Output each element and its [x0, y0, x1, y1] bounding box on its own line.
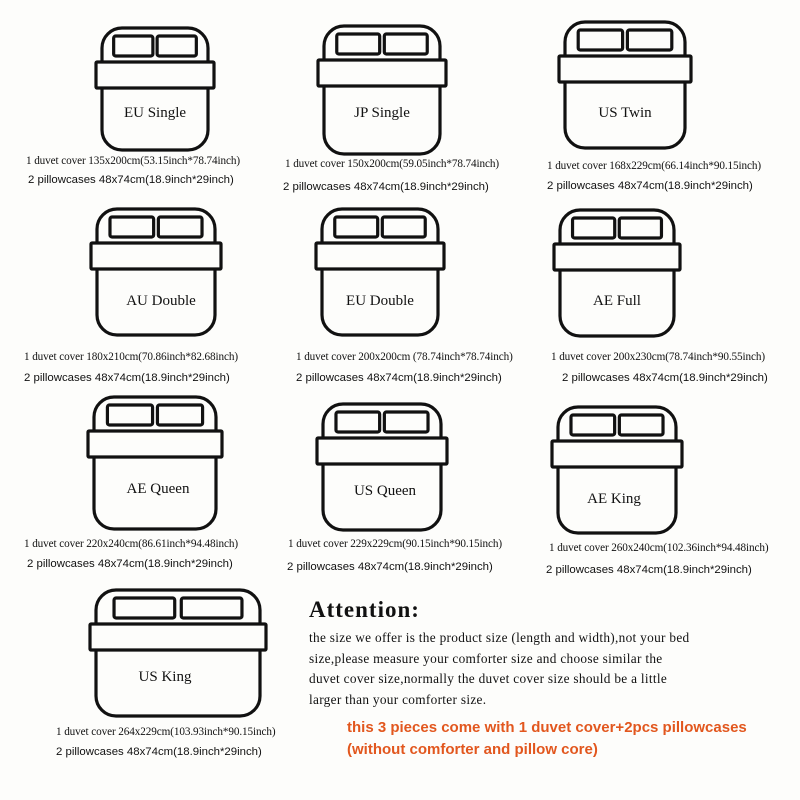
bed-icon: [90, 588, 266, 718]
attention-text: [309, 628, 799, 710]
bed-outline-drawing: [318, 24, 446, 156]
bed-size-name: AE Queen: [126, 481, 190, 497]
pillow-right: [382, 217, 425, 237]
pillow-left: [114, 36, 153, 56]
bed-frame: [94, 397, 216, 529]
duvet-fold: [552, 441, 682, 467]
pillow-left: [335, 217, 378, 237]
bed-size-name: AE Full: [593, 293, 641, 309]
pillow-right: [384, 412, 428, 432]
bed-icon: [88, 395, 222, 531]
duvet-cover-size: 1 duvet cover 200x230cm(78.74inch*90.55inch): [551, 351, 766, 363]
duvet-cover-size: 1 duvet cover 260x240cm(102.36inch*94.48inch): [549, 542, 769, 554]
bed-icon: [96, 26, 214, 152]
duvet-fold: [96, 62, 214, 88]
duvet-fold: [90, 624, 266, 650]
pillow-left: [114, 598, 175, 618]
package-note: [347, 717, 747, 761]
pillow-right: [384, 34, 427, 54]
bed-size-name: US Twin: [598, 105, 652, 121]
pillow-right: [158, 217, 202, 237]
bed-outline-drawing: [90, 588, 266, 718]
pillowcase-size: 2 pillowcases 48x74cm(18.9inch*29inch): [27, 558, 233, 570]
duvet-cover-size: 1 duvet cover 264x229cm(103.93inch*90.15inch): [56, 726, 276, 738]
pillow-right: [619, 218, 661, 238]
duvet-fold: [318, 60, 446, 86]
duvet-fold: [317, 438, 447, 464]
pillow-right: [157, 405, 202, 425]
duvet-fold: [88, 431, 222, 457]
duvet-fold: [91, 243, 221, 269]
pillow-right: [619, 415, 663, 435]
pillowcase-size: 2 pillowcases 48x74cm(18.9inch*29inch): [24, 372, 230, 384]
bed-icon: [554, 208, 680, 338]
pillow-left: [573, 218, 615, 238]
package-note-line: (without comforter and pillow core): [347, 741, 598, 758]
bed-size-name: EU Double: [346, 293, 414, 309]
duvet-cover-size: 1 duvet cover 180x210cm(70.86inch*82.68inch): [24, 351, 239, 363]
bed-size-name: JP Single: [354, 105, 410, 121]
pillow-left: [571, 415, 615, 435]
bed-outline-drawing: [91, 207, 221, 337]
pillowcase-size: 2 pillowcases 48x74cm(18.9inch*29inch): [287, 561, 493, 573]
bed-frame: [558, 407, 676, 533]
pillow-right: [181, 598, 242, 618]
bed-outline-drawing: [88, 395, 222, 531]
pillow-left: [336, 412, 380, 432]
pillowcase-size: 2 pillowcases 48x74cm(18.9inch*29inch): [283, 181, 489, 193]
pillow-left: [110, 217, 154, 237]
duvet-fold: [559, 56, 691, 82]
pillowcase-size: 2 pillowcases 48x74cm(18.9inch*29inch): [546, 564, 752, 576]
bed-frame: [322, 209, 438, 335]
bed-outline-drawing: [96, 26, 214, 152]
pillow-left: [107, 405, 152, 425]
bed-icon: [552, 405, 682, 535]
duvet-cover-size: 1 duvet cover 220x240cm(86.61inch*94.48inch): [24, 538, 239, 550]
bed-size-name: US King: [138, 669, 192, 685]
bed-icon: [316, 207, 444, 337]
bed-icon: [559, 20, 691, 150]
attention-line: the size we offer is the product size (length and width),not your bed: [309, 630, 690, 645]
pillowcase-size: 2 pillowcases 48x74cm(18.9inch*29inch): [562, 372, 768, 384]
attention-line: larger than your comforter size.: [309, 691, 487, 707]
duvet-cover-size: 1 duvet cover 150x200cm(59.05inch*78.74inch): [285, 158, 500, 170]
pillowcase-size: 2 pillowcases 48x74cm(18.9inch*29inch): [296, 372, 502, 384]
pillow-right: [627, 30, 671, 50]
bed-outline-drawing: [559, 20, 691, 150]
pillowcase-size: 2 pillowcases 48x74cm(18.9inch*29inch): [547, 180, 753, 192]
duvet-cover-size: 1 duvet cover 135x200cm(53.15inch*78.74inch): [26, 155, 241, 167]
pillowcase-size: 2 pillowcases 48x74cm(18.9inch*29inch): [56, 746, 262, 758]
pillow-left: [578, 30, 622, 50]
duvet-fold: [554, 244, 680, 270]
bed-size-name: US Queen: [353, 483, 417, 499]
bed-icon: [318, 24, 446, 156]
bed-outline-drawing: [316, 207, 444, 337]
bed-outline-drawing: [554, 208, 680, 338]
duvet-cover-size: 1 duvet cover 168x229cm(66.14inch*90.15inch): [547, 160, 762, 172]
bed-outline-drawing: [317, 402, 447, 532]
duvet-cover-size: 1 duvet cover 200x200cm (78.74inch*78.74inch): [296, 351, 513, 363]
bed-frame: [324, 26, 440, 154]
bed-frame: [323, 404, 441, 530]
bed-size-name: AU Double: [126, 293, 196, 309]
pillow-right: [157, 36, 196, 56]
package-note-line: this 3 pieces come with 1 duvet cover+2pcs pillowcases: [347, 719, 747, 736]
attention-line: duvet cover size,normally the duvet cover size should be a little: [309, 671, 668, 686]
duvet-fold: [316, 243, 444, 269]
bed-icon: [317, 402, 447, 532]
attention-title: Attention:: [309, 597, 420, 622]
bed-frame: [565, 22, 685, 148]
bed-frame: [97, 209, 215, 335]
bed-outline-drawing: [552, 405, 682, 535]
attention-line: size,please measure your comforter size and choose similar the: [309, 650, 663, 666]
duvet-cover-size: 1 duvet cover 229x229cm(90.15inch*90.15inch): [288, 538, 503, 550]
bed-size-name: EU Single: [123, 105, 187, 121]
bed-frame: [96, 590, 260, 716]
bed-size-name: AE King: [587, 491, 641, 507]
bed-icon: [91, 207, 221, 337]
pillow-left: [337, 34, 380, 54]
bed-frame: [560, 210, 674, 336]
pillowcase-size: 2 pillowcases 48x74cm(18.9inch*29inch): [28, 174, 234, 186]
